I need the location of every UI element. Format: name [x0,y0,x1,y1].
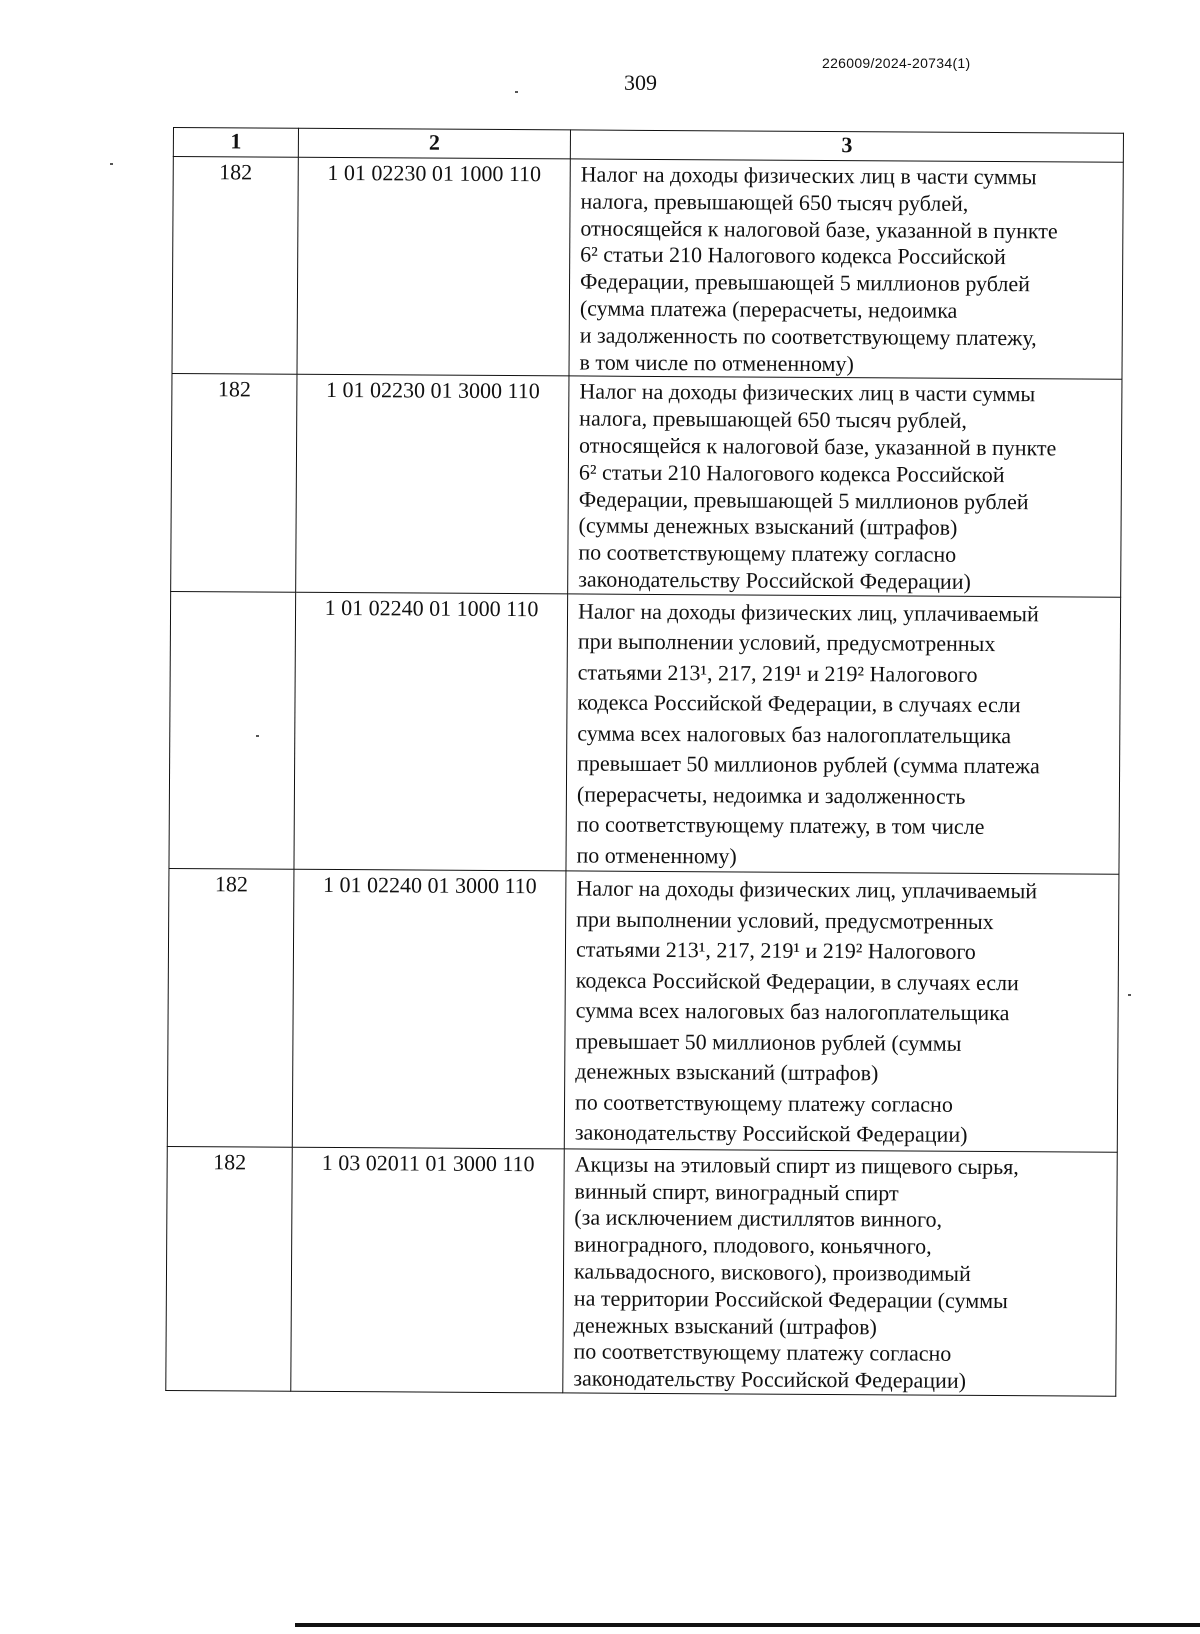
description-line: 6² статьи 210 Налогового кодекса Российской [578,459,1005,487]
description-line: (перерасчеты, недоимка и задолженность [576,781,966,809]
classification-code-cell: 1 01 02230 01 3000 110 [296,375,569,594]
description-line: по соответствующему платежу согласно [578,539,957,567]
description-line: сумма всех налоговых баз налогоплательщика [577,720,1012,748]
description-line: налога, превышающей 650 тысяч рублей, [580,188,969,216]
description-line: статьями 213¹, 217, 219¹ и 219² Налогового [577,659,978,687]
description-line: (за исключением дистиллятов винного, [574,1204,943,1233]
page-number: 309 [624,70,657,95]
classification-code-cell: 1 01 02240 01 1000 110 [294,592,568,871]
description-line: сумма всех налоговых баз налогоплательщика [575,997,1010,1026]
description-line: (сумма платежа (перерасчеты, недоимка [579,295,958,323]
description-cell [563,1149,1117,1397]
table-row [171,374,1122,597]
description-line: относящейся к налоговой базе, указанной в пункте [578,432,1057,461]
budget-classification-table [165,127,1124,1397]
description-line: кальвадосного, вискового), производимый [573,1258,971,1286]
description-line: при выполнении условий, предусмотренных [577,628,996,657]
description-line: Налог на доходы физических лиц, уплачиваемый [577,598,1039,627]
description-cell [564,871,1119,1152]
classification-code-cell: 1 01 02230 01 1000 110 [297,157,570,376]
description-line: Федерации, превышающей 5 миллионов рублей [578,486,1029,514]
description-line: (суммы денежных взысканий (штрафов) [578,512,958,541]
description-cell [568,376,1122,597]
description-line: Налог на доходы физических лиц в части суммы [579,378,1036,407]
description-line: по соответствующему платежу согласно [574,1089,953,1117]
description-line: законодательству Российской Федерации) [574,1119,968,1148]
admin-code-cell: 182 [166,1146,292,1391]
scan-edge-rule [295,1623,1200,1627]
scan-speck [515,91,518,93]
admin-code-cell [169,591,296,869]
admin-code-cell: 182 [172,157,298,375]
description-line: законодательству Российской Федерации) [573,1365,967,1393]
column-header-1: 1 [173,128,298,158]
classification-code-cell: 1 01 02240 01 3000 110 [292,870,566,1149]
table-row [167,869,1119,1152]
table-row [172,157,1123,380]
description-line: относящейся к налоговой базе, указанной в пункте [580,215,1058,243]
admin-code-cell: 182 [167,869,294,1147]
description-line: винный спирт, виноградный спирт [574,1178,899,1205]
description-line: и задолженность по соответствующему платежу, [579,322,1037,351]
column-header-3: 3 [570,130,1123,162]
column-header-2: 2 [298,128,570,159]
description-line: по соответствующему платежу согласно [573,1338,952,1367]
description-cell [569,159,1123,380]
description-cell [566,594,1121,875]
description-line: налога, превышающей 650 тысяч рублей, [579,405,968,434]
description-line: законодательству Российской Федерации) [578,566,971,594]
description-line: Акцизы на этиловый спирт из пищевого сырья, [574,1151,1019,1179]
document-registration-number: 226009/2024-20734(1) [822,55,971,71]
description-line: Налог на доходы физических лиц в части суммы [580,161,1037,190]
description-line: кодекса Российской Федерации, в случаях если [575,967,1019,995]
description-line: кодекса Российской Федерации, в случаях если [577,689,1021,718]
description-line: статьями 213¹, 217, 219¹ и 219² Налогового [575,936,976,965]
description-line: 6² статьи 210 Налогового кодекса Российской [580,241,1006,270]
description-line: превышает 50 миллионов рублей (суммы [575,1028,962,1056]
description-line: при выполнении условий, предусмотренных [576,906,994,934]
description-line: по отмененному) [576,842,737,869]
scan-speck [110,163,113,165]
description-line: денежных взысканий (штрафов) [575,1058,879,1086]
description-line: Федерации, превышающей 5 миллионов рублей [579,268,1031,297]
admin-code-cell: 182 [171,374,297,592]
description-line: в том числе по отмененному) [579,349,854,376]
scan-speck [1128,994,1131,996]
description-line: на территории Российской Федерации (суммы [573,1285,1008,1313]
description-line: виноградного, плодового, коньячного, [574,1231,932,1259]
description-line: денежных взысканий (штрафов) [573,1312,877,1339]
description-line: превышает 50 миллионов рублей (сумма платежа [577,750,1040,779]
scan-speck [256,735,259,737]
table-row [166,1146,1117,1396]
table-row [169,591,1121,874]
classification-code-cell: 1 03 02011 01 3000 110 [291,1147,564,1393]
description-line: Налог на доходы физических лиц, уплачиваемый [576,875,1038,904]
description-line: по соответствующему платежу, в том числе [576,811,985,840]
